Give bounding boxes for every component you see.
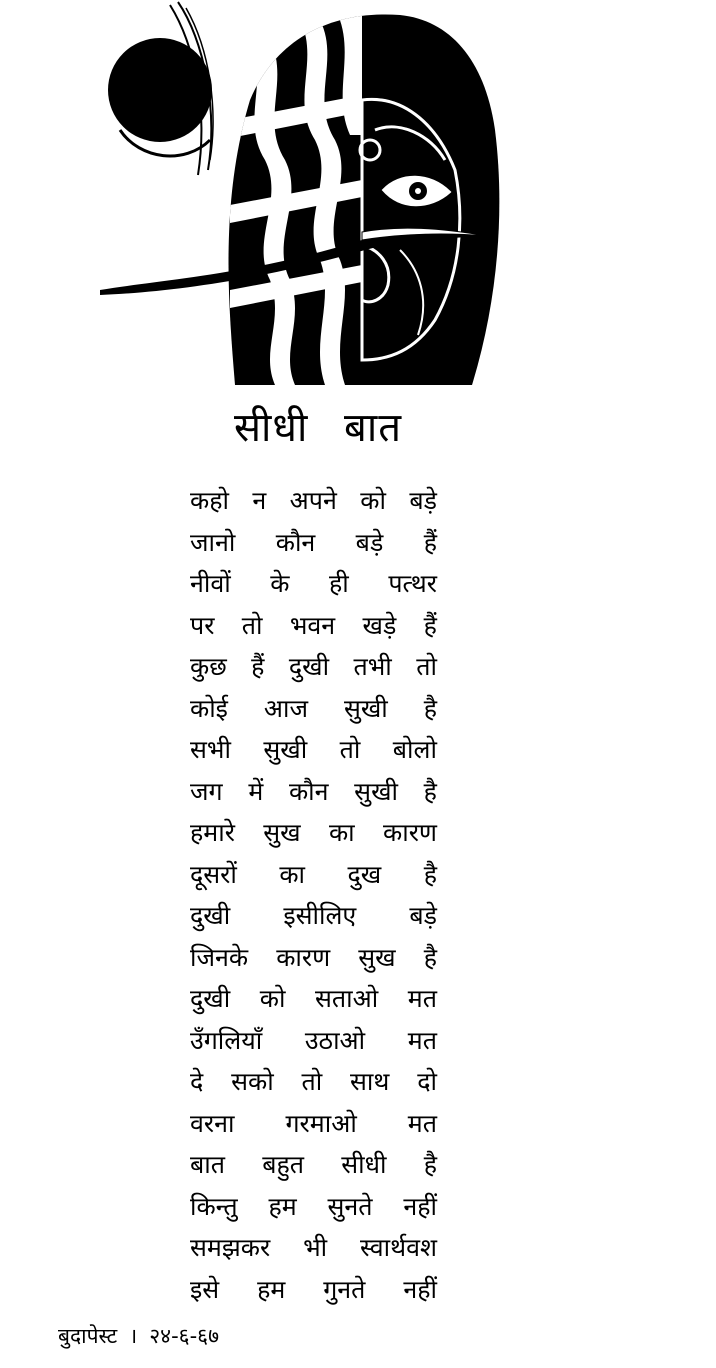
poem-word: सुखी: [354, 776, 398, 806]
moon-icon: [108, 2, 213, 175]
poem-word: साथ: [350, 1067, 390, 1096]
poem-line: [190, 646, 437, 688]
poem-word: सभी: [190, 735, 231, 764]
poem-word: दे: [190, 1067, 204, 1096]
poem-word: अपने: [289, 486, 337, 515]
poem-line: [190, 1020, 437, 1062]
poem-word: का: [328, 818, 355, 847]
poem-word: जिनके: [190, 942, 249, 972]
poem-line: [190, 771, 437, 813]
poem-word: दूसरों: [190, 859, 237, 889]
poem-word: इसे: [190, 1274, 220, 1304]
poem-word: कहो: [190, 486, 229, 515]
poem-word: जग: [190, 776, 223, 806]
poem-word: बड़े: [409, 901, 437, 930]
poem-word: दुखी: [190, 984, 231, 1013]
poem-line: [190, 1103, 437, 1145]
poem-word: उठाओ: [304, 1025, 366, 1055]
poem-word: हैं: [251, 652, 265, 681]
poem-word: पर: [190, 610, 215, 640]
poem-word: सुख: [263, 818, 301, 847]
poem-word: स्वार्थवश: [360, 1233, 437, 1262]
poem-word: है: [423, 776, 437, 806]
poem-word: सताओ: [315, 984, 379, 1013]
poem-word: हैं: [423, 610, 437, 640]
poem-line: [190, 1186, 437, 1228]
poem-word: नीवों: [190, 569, 231, 598]
poem-word: है: [423, 1150, 437, 1179]
poem-line: [190, 605, 437, 647]
poem-word: दुखी: [190, 901, 231, 930]
poem-word: तभी: [353, 652, 392, 681]
poem-word: दुख: [347, 859, 382, 889]
poem-word: पत्थर: [388, 569, 437, 598]
poem-line: [190, 895, 437, 937]
poem-word: मत: [407, 1108, 437, 1138]
poem-word: तो: [301, 1067, 323, 1096]
poem-word: मत: [407, 984, 437, 1013]
poem-word: तो: [416, 652, 437, 681]
poem-line: [190, 937, 437, 979]
poem-word: कौन: [275, 527, 316, 557]
poem-line: [190, 1144, 437, 1186]
poem-line: [190, 978, 437, 1020]
poem-line: [190, 1269, 437, 1311]
poem-word: सको: [231, 1067, 274, 1096]
poem-line: [190, 522, 437, 564]
poem-word: कारण: [383, 818, 437, 847]
poem-word: ही: [329, 569, 349, 598]
poem-word: बड़े: [409, 486, 437, 515]
separator: ।: [129, 1324, 138, 1348]
place-name: बुदापेस्ट: [58, 1324, 118, 1348]
poem-word: सुखी: [343, 693, 388, 723]
poem-word: उँगलियाँ: [190, 1025, 263, 1055]
footer: [58, 1318, 219, 1354]
poem-word: बोलो: [392, 735, 437, 764]
poem-line: [190, 480, 437, 522]
poem-word: कुछ: [190, 652, 227, 681]
poem-word: दो: [417, 1067, 437, 1096]
poem-title: सीधी बात: [233, 405, 403, 451]
poem-line: [190, 729, 437, 771]
poem-word: नहीं: [403, 1274, 437, 1304]
poem-word: कारण: [276, 942, 331, 972]
poem-word: बहुत: [262, 1150, 305, 1179]
poem-word: कौन: [288, 776, 329, 806]
poem-word: है: [423, 942, 437, 972]
poem-word: सुख: [358, 942, 396, 972]
poem-word: हम: [257, 1274, 286, 1304]
poem-word: सुखी: [263, 735, 308, 764]
poem-line: [190, 1061, 437, 1103]
poem-word: तो: [241, 610, 263, 640]
poem-line: [190, 1227, 437, 1269]
poem-word: जानो: [190, 527, 236, 557]
poem-word: सीधी: [341, 1150, 387, 1179]
poem-word: का: [279, 859, 306, 889]
poem-word: हमारे: [190, 818, 235, 847]
poem-word: हैं: [423, 527, 437, 557]
poem-word: तो: [339, 735, 361, 764]
poem-word: वरना: [190, 1108, 235, 1138]
poem-word: बात: [190, 1150, 226, 1179]
poem-line: [190, 854, 437, 896]
poem-word: को: [259, 984, 286, 1013]
poem-word: कोई: [190, 693, 228, 723]
poem-word: दुखी: [288, 652, 330, 681]
poem-word: के: [270, 569, 290, 598]
poem-word: गुनते: [323, 1274, 366, 1304]
poem-word: हम: [268, 1191, 297, 1221]
poem-word: को: [360, 486, 386, 515]
poem-word: न: [252, 486, 267, 515]
poem-word: है: [423, 859, 437, 889]
woman-face-with-moon-illustration: [100, 0, 500, 385]
poem-body: [190, 480, 437, 1310]
poem-word: इसीलिए: [283, 901, 357, 930]
poem-word: बड़े: [355, 527, 384, 557]
poem-word: में: [248, 776, 264, 806]
poem-word: गरमाओ: [285, 1108, 357, 1138]
poem-word: नहीं: [403, 1191, 437, 1221]
poem-word: है: [423, 693, 437, 723]
poem-word: भी: [303, 1233, 328, 1262]
poem-line: [190, 812, 437, 854]
poem-word: किन्तु: [190, 1191, 238, 1221]
poem-line: [190, 563, 437, 605]
poem-word: आज: [263, 693, 308, 723]
poem-word: मत: [407, 1025, 437, 1055]
poem-word: भवन: [289, 610, 336, 640]
poem-word: समझकर: [190, 1233, 271, 1262]
poem-word: सुनते: [327, 1191, 373, 1221]
poem-line: [190, 688, 437, 730]
date: २४-६-६७: [149, 1324, 219, 1348]
poem-word: खड़े: [362, 610, 397, 640]
